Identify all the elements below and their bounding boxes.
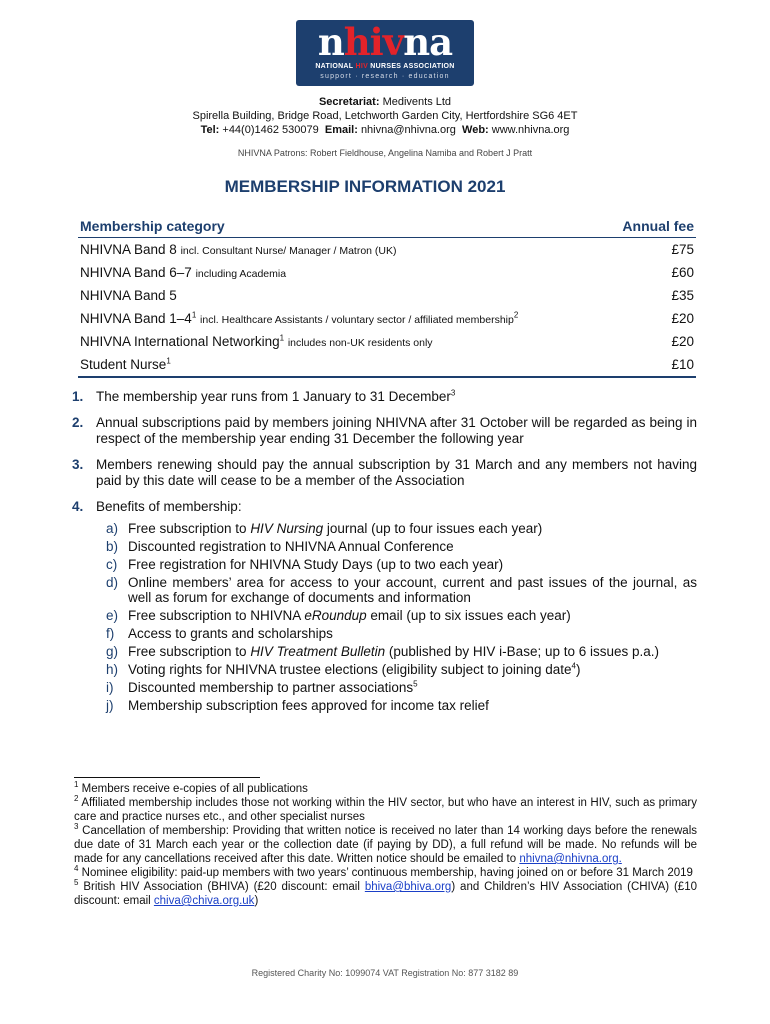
benefit-item: j) Membership subscription fees approved for income tax relief <box>106 698 489 713</box>
secretariat-web[interactable]: www.nhivna.org <box>491 124 570 136</box>
bhiva-email-link[interactable]: bhiva@bhiva.org <box>364 881 452 893</box>
footnote: $^4$ Nominee eligibility: paid-up members with two years’ continuous membership, having joined on or before 31 March 2019 <box>74 864 693 879</box>
secretariat-contact: Tel: +44(0)1462 530079 Email: nhivna@nhivna.org Web: www.nhivna.org <box>200 124 570 136</box>
benefit-item: e) Free subscription to NHIVNA eRoundup email (up to six issues each year) <box>106 608 571 623</box>
benefit-item: i) Discounted membership to partner associations$^5$ <box>106 679 418 695</box>
membership-terms-list <box>72 389 697 723</box>
list-item: 3. Members renewing should pay the annual subscription by 31 March and any members not having paid by this date will cease to be a member of the Association <box>72 457 697 488</box>
footnote: $^5$ British HIV Association (BHIVA) (£20 discount: email bhiva@bhiva.org) and Children’s HIV Association (CHIVA) (£10 discount: email chiva@chiva.org.uk) <box>74 878 697 907</box>
benefit-item: h) Voting rights for NHIVNA trustee elections (eligibility subject to joining date$^4$) <box>106 661 581 677</box>
membership-fee-table <box>78 214 696 378</box>
fee-table-header <box>78 214 696 238</box>
nhivna-email-link[interactable]: nhivna@nhivna.org. <box>519 853 622 865</box>
footnote: $^2$ Affiliated membership includes those not working within the HIV sector, but who have an interest in HIV, such as primary care and practice nurses etc., and other specialist nurses <box>74 794 697 823</box>
benefit-item: g) Free subscription to HIV Treatment Bulletin (published by HIV i-Base; up to 6 issues p.a.) <box>106 644 660 659</box>
list-item: 1. The membership year runs from 1 January to 31 December$^3$ <box>72 388 456 404</box>
table-row: Student Nurse$^1$ £10 <box>78 353 696 377</box>
benefits-list <box>96 521 697 713</box>
benefit-item: b) Discounted registration to NHIVNA Annual Conference <box>106 539 454 554</box>
secretariat-address: Spirella Building, Bridge Road, Letchworth Garden City, Hertfordshire SG6 4ET <box>192 110 578 122</box>
logo-wordmark: nhivna <box>317 20 453 64</box>
benefit-item: f) Access to grants and scholarships <box>106 626 333 641</box>
footnote: $^3$ Cancellation of membership: Providing that written notice is received no later than 14 working days before the renewals due date of 31 March each year or the collection date (if paying by DD), a full refund will be made. No refunds will be made for any cancellations received after this date. Written notice should be emailed to nhivna@nhivna.org. <box>74 822 697 865</box>
footnote: $^1$ Members receive e-copies of all publications <box>74 780 308 795</box>
column-header-category: Membership category <box>78 214 606 238</box>
benefit-item: c) Free registration for NHIVNA Study Days (up to two each year) <box>106 557 504 572</box>
benefit-item: a) Free subscription to HIV Nursing journal (up to four issues each year) <box>106 521 543 536</box>
table-row: NHIVNA Band $1-4^1$ incl. Healthcare Assistants / voluntary sector / affiliated membership$^2$ £20 <box>80 310 694 326</box>
list-item: 2. Annual subscriptions paid by members joining NHIVNA after 31 October will be regarded as being in respect of the membership year ending 31 December the following year <box>72 415 697 446</box>
secretariat-email[interactable]: nhivna@nhivna.org <box>360 124 456 136</box>
benefit-item: d) Online members’ area for access to your account, current and past issues of the journal, as well as forum for exchange of documents and information <box>106 575 697 605</box>
footnotes <box>74 782 697 908</box>
table-row: NHIVNA Band 6–7 including Academia £60 <box>80 265 694 280</box>
page-title: MEMBERSHIP INFORMATION 2021 <box>224 177 506 196</box>
logo-association-name: NATIONAL HIV NURSES ASSOCIATION <box>315 63 455 70</box>
secretariat-line: Secretariat: Medivents Ltd <box>318 96 452 108</box>
list-item: 4. Benefits of membership: a) Free subscription to HIV Nursing journal (up to four issues each year) b) Discounted registration to NHIVNA Annual Conference c) Free registration for NHIVNA Study Days (up to two each year) d) Online members’ area for access to your account, current and past issues of the journal, as well as forum for exchange of documents and information e) Free subscription to NHIVNA eRoundup email (up to six issues each year) f) Access to grants and scholarships g) Free subscription to HIV Treatment Bulletin (published by HIV i-Base; up to 6 issues p.a.) h) Voting rights for NHIVNA trustee elections (eligibility subject to joining date$^4$) i) Discounted membership to partner associations$^5$ j) Membership subscription fees approved for income tax relief <box>72 499 697 713</box>
chiva-email-link[interactable]: chiva@chiva.org.uk <box>153 895 255 907</box>
table-row: NHIVNA Band 8 incl. Consultant Nurse/ Manager / Matron (UK) £75 <box>80 242 694 257</box>
patrons-line: NHIVNA Patrons: Robert Fieldhouse, Angelina Namiba and Robert J Pratt <box>237 148 533 158</box>
logo-tagline: support · research · education <box>320 73 450 80</box>
table-row: NHIVNA International Networking$^1$ includes non-UK residents only £20 <box>80 333 694 349</box>
footnote-divider <box>74 777 260 778</box>
registration-footer: Registered Charity No: 1099074 VAT Registration No: 877 3182 89 <box>251 968 519 978</box>
column-header-fee: Annual fee <box>606 214 696 238</box>
table-row: NHIVNA Band 5 £35 <box>80 288 694 303</box>
nhivna-logo <box>296 20 474 86</box>
